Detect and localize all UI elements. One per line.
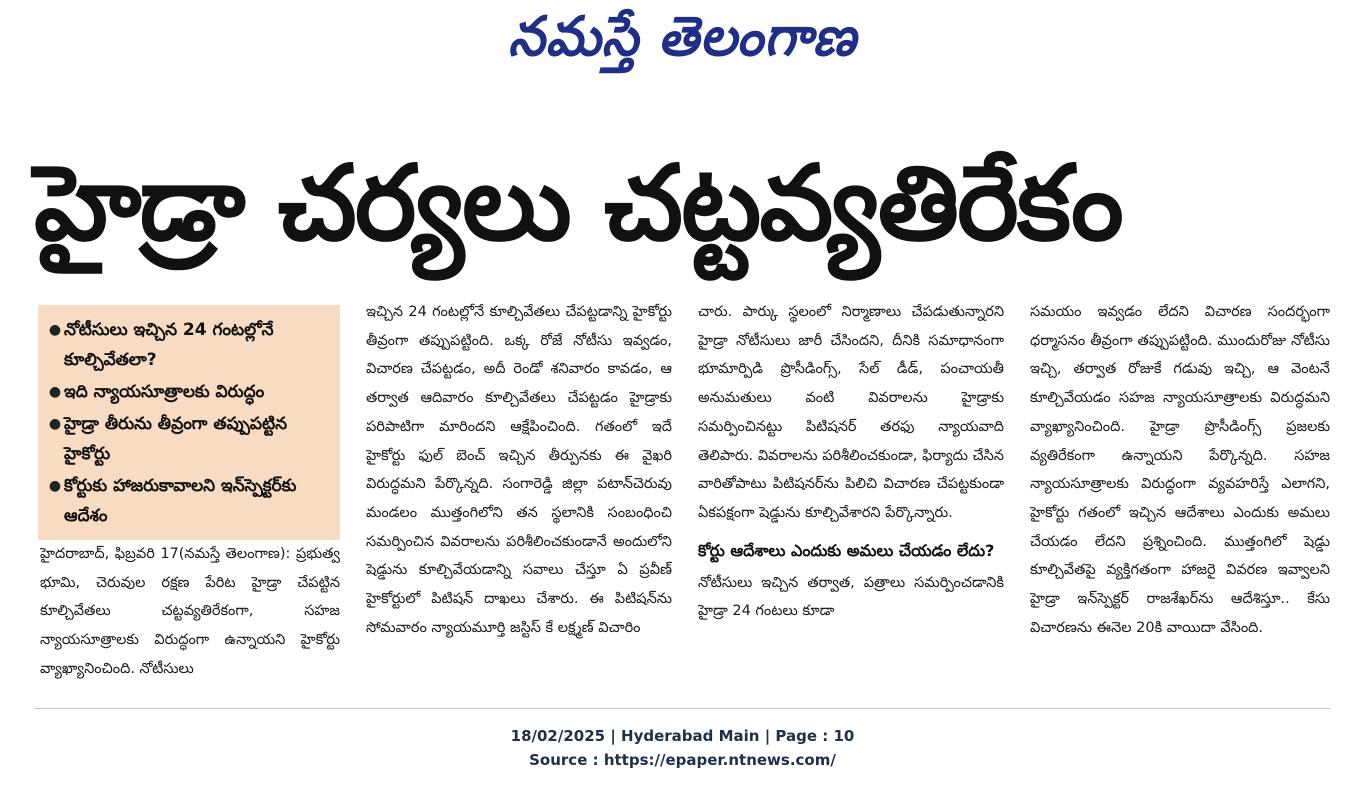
highlight-item (46, 409, 332, 469)
masthead (0, 2, 1365, 74)
bullet-icon: ● (48, 322, 62, 338)
article-paragraph: నోటీసులు ఇచ్చిన తర్వాత, పత్రాలు సమర్పించడానికి హైడ్రా 24 గంటలు కూడా (698, 574, 1004, 620)
page-footer (0, 724, 1365, 772)
bullet-icon: ● (48, 478, 62, 494)
edition-info: 18/02/2025 | Hyderabad Main | Page : 10 (510, 727, 855, 745)
article-column-1 (40, 540, 340, 700)
highlight-item (46, 315, 332, 375)
highlight-item (46, 377, 332, 407)
highlight-text: నోటీసులు ఇచ్చిన 24 గంటల్లోనే కూల్చివేతలా? (64, 320, 274, 370)
article-column-3 (698, 298, 1004, 698)
highlight-text: హైడ్రా తీరును తీవ్రంగా తప్పుపట్టిన హైకోర్టు (64, 414, 288, 464)
article-column-2 (366, 298, 672, 698)
article-paragraph: సమయం ఇవ్వడం లేదని విచారణ సందర్భంగా ధర్మాసనం తీవ్రంగా తప్పుపట్టింది. ముందురోజు నోటీసు ఇచ్చి, తర్వాత రోజుకే గడువు ఇచ్చి, ఆ వెంటనే కూల్చివేయడం సహజ న్యాయసూత్రాలకు విరుద్ధమని వ్యాఖ్యానించింది. హైడ్రా ప్రొసీడింగ్స్ ప్రజలకు వ్యతిరేకంగా ఉన్నాయని పేర్కొన్నది. సహజ న్యాయసూత్రాలకు విరుద్ధంగా వ్యవహరిస్తే ఎలాగని, హైకోర్టు గతంలో ఇచ్చిన ఆదేశాలు ఎందుకు అమలు చేయడం లేదని ప్రశ్నించింది. ముత్తంగిలో షెడ్డు కూల్చివేతపై వ్యక్తిగతంగా హాజరై వివరణ ఇవ్వాలని హైడ్రా ఇన్‌స్పెక్టర్ రాజశేఖర్‌ను ఆదేశిస్తూ.. కేసు విచారణను ఈనెల 20కి వాయిదా వేసింది. (1030, 304, 1330, 636)
newspaper-logo: నమస్తే తెలంగాణ (508, 4, 857, 69)
highlight-text: ఇది న్యాయసూత్రాలకు విరుద్ధం (64, 382, 265, 402)
article-subheading: కోర్టు ఆదేశాలు ఎందుకు అమలు చేయడం లేదు? (698, 540, 995, 560)
page-headline: హైడ్రా చర్యలు చట్టవ్యతిరేకం (34, 142, 1122, 264)
highlight-text: కోర్టుకు హాజరుకావాలని ఇన్‌స్పెక్టర్‌కు ఆదేశం (64, 476, 297, 526)
bullet-icon: ● (48, 384, 62, 400)
bullet-icon: ● (48, 416, 62, 432)
footer-divider (34, 708, 1330, 709)
source-link[interactable]: Source : https://epaper.ntnews.com/ (529, 751, 836, 769)
highlight-item (46, 471, 332, 531)
article-paragraph: చారు. పార్కు స్థలంలో నిర్మాణాలు చేపడుతున్నారని హైడ్రా నోటీసులు జారీ చేసిందని, దీనికి సమాధానంగా భూమార్పిడి ప్రొసీడింగ్స్, సేల్ డీడ్, పంచాయతీ అనుమతులు వంటి వివరాలను హైడ్రాకు సమర్పించినట్టు పిటిషనర్ తరఫు న్యాయవాది తెలిపారు. వివరాలను పరిశీలించకుండా, ఫిర్యాదు చేసిన వారితోపాటు పిటిషనర్‌ను పిలిచి విచారణ చేపట్టకుండా ఏకపక్షంగా షెడ్డును కూల్చివేశారని పేర్కొన్నారు. (698, 304, 1004, 521)
article-paragraph: ఇచ్చిన 24 గంటల్లోనే కూల్చివేతలు చేపట్టడాన్ని హైకోర్టు తీవ్రంగా తప్పుపట్టింది. ఒక్క రోజే నోటీసు ఇవ్వడం, విచారణ చేపట్టడం, అదీ రెండో శనివారం కావడం, ఆ తర్వాత ఆదివారం కూల్చివేతలు చేపట్టడం హైడ్రాకు పరిపాటిగా మారిందని ఆక్షేపించింది. గతంలో ఇదే హైకోర్టు ఫుల్ బెంచ్ ఇచ్చిన తీర్పునకు ఈ వైఖరి విరుద్ధమని పేర్కొన్నది. సంగారెడ్డి జిల్లా పటాన్‌చెరువు మండలం ముత్తంగిలోని తన స్థలానికి సంబంధించి సమర్పించిన వివరాలను పరిశీలించకుండానే అందులోని షెడ్డును కూల్చివేయడాన్ని సవాలు చేస్తూ ఏ ప్రవీణ్ హైకోర్టులో పిటిషన్ దాఖలు చేశారు. ఈ పిటిషన్‌ను సోమవారం న్యాయమూర్తి జస్టిస్ కే లక్ష్మణ్ విచారిం (366, 304, 672, 636)
article-column-4 (1030, 298, 1330, 698)
highlights-box (38, 305, 340, 540)
article-paragraph: హైదరాబాద్, ఫిబ్రవరి 17(నమస్తే తెలంగాణ): ప్రభుత్వ భూమి, చెరువుల రక్షణ పేరిట హైడ్రా చేపట్టిన కూల్చివేతలు చట్టవ్యతిరేకంగా, సహజ న్యాయసూత్రాలకు విరుద్ధంగా ఉన్నాయని హైకోర్టు వ్యాఖ్యానించింది. నోటీసులు (40, 546, 340, 677)
